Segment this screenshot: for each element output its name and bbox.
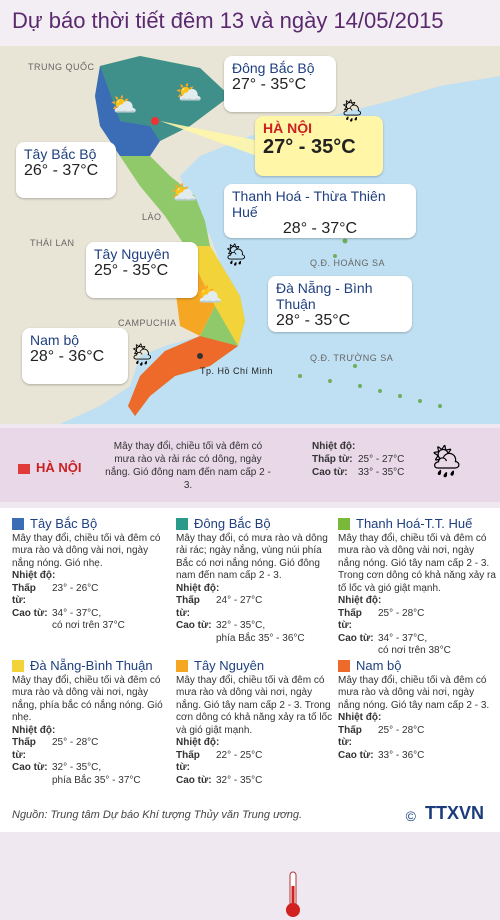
high-label: Cao từ:: [338, 632, 374, 644]
high-value: 32° - 35°C,: [216, 620, 266, 631]
region-name: Tây Bắc Bộ: [30, 516, 98, 531]
regions-grid: [0, 508, 500, 800]
callout-temp: 27° - 35°C: [263, 136, 356, 158]
high-label: Cao từ:: [176, 620, 212, 631]
region-card: [338, 518, 496, 658]
region-desc: Mây thay đổi, chiều tối và đêm có mưa rào và dông vài nơi, ngày nắng, phía bắc có nắng nóng. Gió nhẹ.: [12, 674, 163, 723]
temp-label: Nhiệt độ:: [12, 724, 56, 736]
region-name: Nam bộ: [356, 658, 402, 673]
callout-name: Đông Bắc Bộ: [232, 60, 315, 76]
callout-name: Đà Nẵng - Bình Thuận: [276, 280, 373, 312]
low-value: 25° - 28°C: [52, 737, 99, 748]
low-value: 24° - 27°C: [216, 595, 263, 606]
high-value: 34° - 37°C,: [378, 632, 428, 644]
low-label: Thấp từ:: [338, 607, 362, 631]
hanoi-temp-label: Nhiệt độ:: [312, 441, 356, 452]
region-desc: Mây thay đổi, chiều tối và đêm có mưa rào và dông vài nơi, ngày nắng. Gió tây nam cấp 2 - 3. Trong cơn dông có khả năng xảy ra tố lốc và gió giật mạnh.: [176, 674, 333, 736]
high-value: 32° - 35°C: [216, 774, 263, 786]
region-swatch: [338, 660, 350, 672]
high-label: Cao từ:: [176, 774, 212, 786]
high-value: 33° - 36°C: [378, 749, 425, 761]
high-label: Cao từ:: [338, 749, 374, 761]
region-swatch: [338, 518, 350, 530]
weather-icon: ⛅: [110, 92, 138, 117]
callout-name: Nam bộ: [30, 332, 80, 348]
hanoi-high-label: Cao từ:: [312, 467, 348, 478]
label-hcm: Tp. Hồ Chí Minh: [200, 366, 274, 376]
hanoi-high-value: 33° - 35°C: [358, 467, 405, 478]
low-label: Thấp từ:: [12, 737, 36, 761]
region-card: [338, 660, 496, 762]
hanoi-marker: [151, 117, 159, 125]
temp-label: Nhiệt độ:: [176, 582, 220, 594]
low-value: 25° - 28°C: [378, 724, 425, 736]
callout-name: HÀ NỘI: [263, 120, 312, 136]
callout-temp: 26° - 37°C: [24, 162, 99, 179]
high-label: Cao từ:: [12, 607, 48, 619]
weather-icon: 🌦: [338, 98, 366, 123]
extra-note: phía Bắc 35° - 36°C: [216, 632, 305, 644]
callout-nam-bo: [22, 328, 128, 384]
region-swatch: [12, 660, 24, 672]
temp-label: Nhiệt độ:: [176, 737, 220, 748]
region-desc: Mây thay đổi, chiều tối và đêm có mưa rào và dông vài nơi, ngày nắng nóng. Gió tây nam cấp 2 - 3. Trong cơn dông có khả năng xảy ra tố lốc và gió giật mạnh.: [338, 532, 496, 594]
region-card: [176, 660, 334, 787]
weather-icon: ⛅: [175, 80, 203, 105]
low-label: Thấp từ:: [176, 749, 200, 773]
footer: [0, 800, 500, 832]
region-card: [12, 518, 170, 633]
callout-name: Tây Nguyên: [94, 246, 170, 262]
extra-note: có nơi trên 37°C: [52, 620, 125, 631]
callout-tay-bac: [16, 142, 116, 198]
region-desc: Mây thay đổi, có mưa rào và dông rải rác; ngày nắng, vùng núi phía Bắc có nơi nắng nóng. Gió đông nam đến nam cấp 2 - 3.: [176, 532, 328, 581]
low-label: Thấp từ:: [12, 582, 36, 606]
region-name: Thanh Hoá-T.T. Huế: [356, 516, 473, 531]
hanoi-low-label: Thấp từ:: [312, 454, 353, 465]
temp-label: Nhiệt độ:: [338, 712, 382, 723]
label-hoang-sa: Q.Đ. HOÀNG SA: [310, 258, 386, 268]
weather-icon: 🌦: [222, 242, 250, 267]
thermometer-icon: [282, 870, 304, 920]
callout-dong-bac: [224, 56, 336, 112]
callout-name: Thanh Hoá - Thừa Thiên Huế: [232, 188, 386, 220]
high-value: 34° - 37°C,: [52, 607, 102, 619]
weather-map: [0, 46, 500, 424]
region-card: [176, 518, 334, 645]
weather-icon: ⛅: [170, 180, 198, 205]
hanoi-label: HÀ NỘI: [36, 460, 82, 475]
label-truong-sa: Q.Đ. TRƯỜNG SA: [310, 353, 394, 363]
callout-temp: 28° - 36°C: [30, 348, 105, 365]
hanoi-description: Mây thay đổi, chiều tối và đêm có mưa rào và rải rác có dông, ngày nắng. Gió đông nam đến nam cấp 2 - 3.: [105, 441, 271, 491]
label-thailand: THÁI LAN: [30, 238, 75, 248]
callout-name: Tây Bắc Bộ: [24, 146, 97, 162]
source-note: Nguồn: Trung tâm Dự báo Khí tượng Thủy văn Trung ương.: [12, 809, 303, 821]
callout-da-nang: [268, 276, 412, 332]
ttxvn-logo: TTXVN: [424, 803, 484, 823]
region-swatch: [12, 518, 24, 530]
low-value: 23° - 26°C: [52, 582, 99, 594]
callout-temp: 25° - 35°C: [94, 262, 169, 279]
region-desc: Mây thay đổi, chiều tối và đêm có mưa rào và dông vài nơi, ngày nắng nóng. Gió tây nam cấp 2 - 3.: [338, 674, 490, 711]
hcm-marker: [197, 353, 203, 359]
hanoi-info-bar: [0, 428, 500, 502]
high-value: 32° - 35°C,: [52, 762, 102, 773]
callout-tay-nguyen: [86, 242, 198, 298]
callout-temp: 27° - 35°C: [232, 76, 307, 93]
region-name: Tây Nguyên: [194, 658, 265, 673]
hanoi-high-row: [312, 466, 422, 479]
weather-icon: ⛅: [195, 282, 223, 307]
hanoi-low-value: 25° - 27°C: [358, 454, 405, 465]
hanoi-weather-icon: 🌦: [426, 443, 467, 479]
high-label: Cao từ:: [12, 762, 48, 773]
callout-thanh-hoa: [224, 184, 416, 238]
header: [0, 0, 500, 46]
hanoi-swatch: [18, 464, 30, 474]
region-swatch: [176, 518, 188, 530]
temp-label: Nhiệt độ:: [12, 570, 56, 581]
page-title: Dự báo thời tiết đêm 13 và ngày 14/05/2015: [12, 8, 444, 33]
weather-icon: 🌦: [128, 342, 156, 367]
region-card: [12, 660, 170, 787]
low-value: 25° - 28°C: [378, 607, 425, 619]
low-label: Thấp từ:: [338, 724, 362, 748]
region-name: Đà Nẵng-Bình Thuận: [30, 658, 153, 673]
label-china: TRUNG QUỐC: [28, 62, 95, 72]
low-label: Thấp từ:: [176, 595, 200, 619]
extra-note: phía Bắc 35° - 37°C: [52, 774, 141, 786]
region-name: Đông Bắc Bộ: [194, 516, 271, 531]
region-swatch: [176, 660, 188, 672]
label-laos: LÀO: [142, 212, 162, 222]
callout-temp: 28° - 35°C: [276, 312, 351, 329]
low-value: 22° - 25°C: [216, 749, 263, 761]
extra-note: có nơi trên 38°C: [378, 645, 451, 656]
hanoi-temps: [312, 440, 422, 479]
callout-hanoi: [255, 116, 383, 176]
copyright-icon: ©: [405, 808, 416, 824]
callout-temp: 28° - 37°C: [282, 220, 358, 237]
label-cambodia: CAMPUCHIA: [118, 318, 177, 328]
temp-label: Nhiệt độ:: [338, 595, 382, 606]
region-desc: Mây thay đổi, chiều tối và đêm có mưa rào và dông vài nơi, ngày nắng nóng. Gió nhẹ.: [12, 532, 161, 569]
hanoi-low-row: [312, 453, 422, 466]
